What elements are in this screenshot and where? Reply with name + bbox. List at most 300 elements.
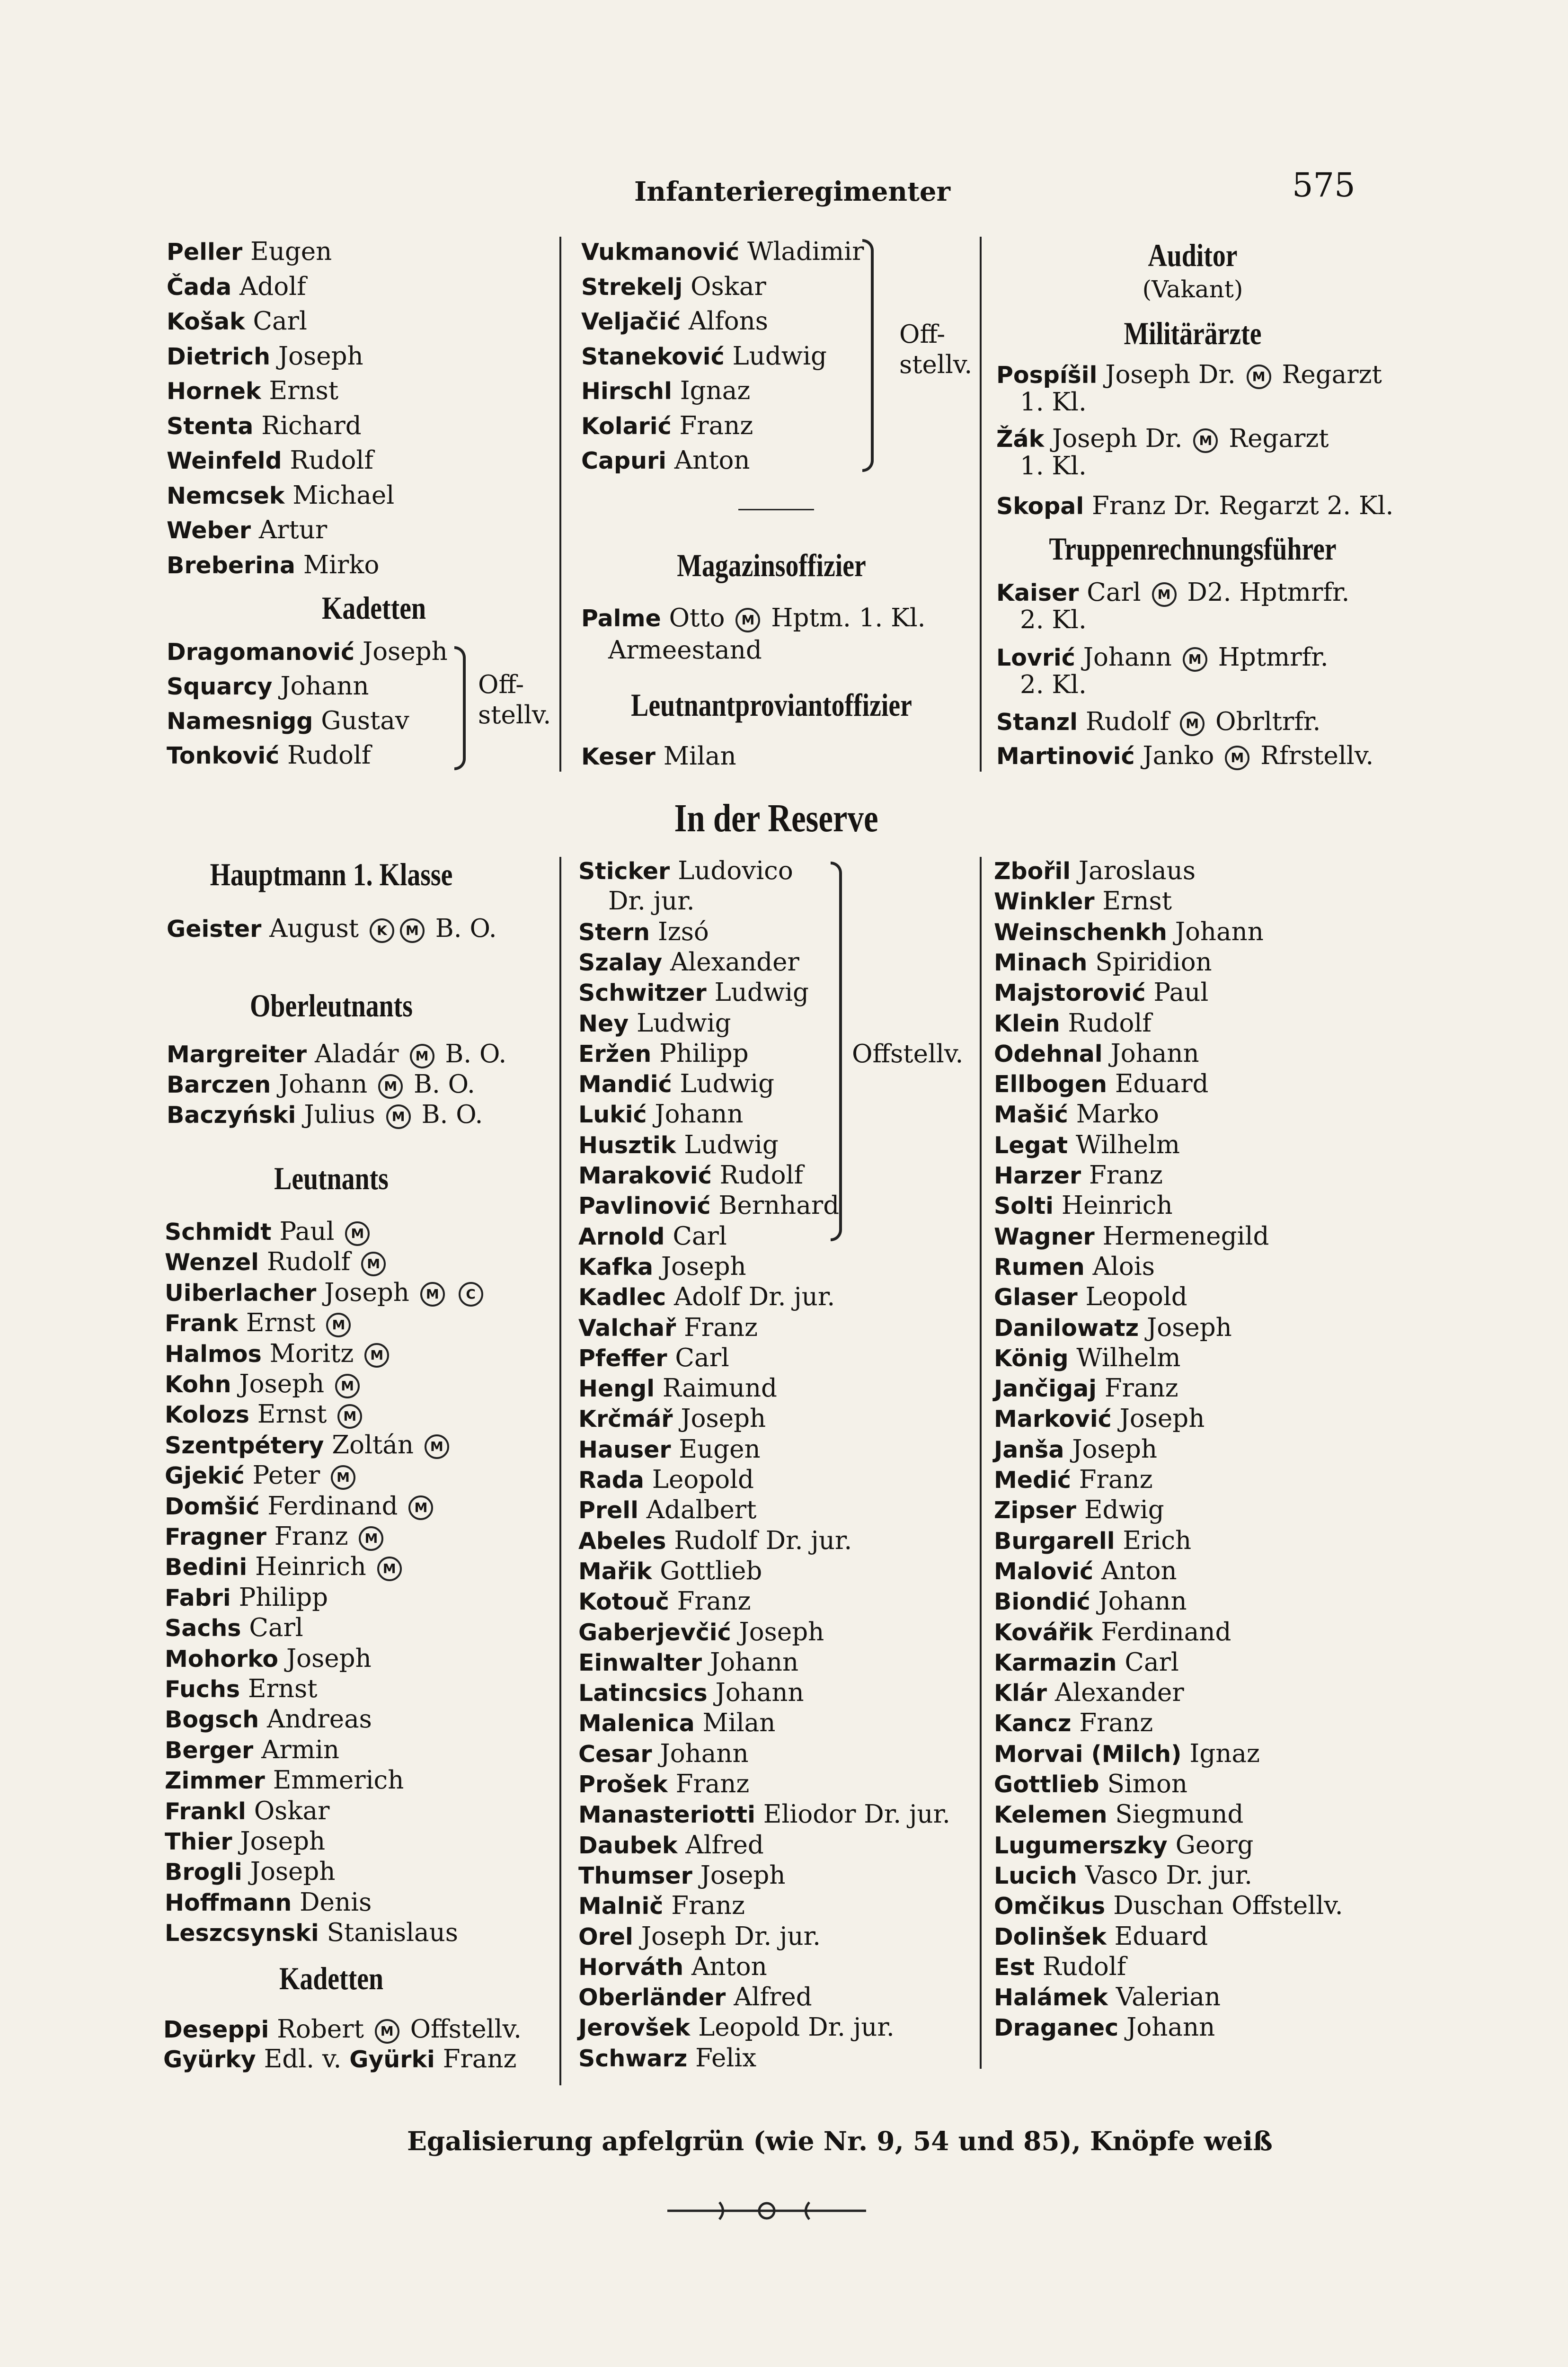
rank: Obrltrfr. [1215,707,1321,736]
name-entry [165,1399,365,1430]
name-entry [994,886,1172,917]
surname: Schwarz [578,2045,688,2072]
given-name: Johann [715,1678,804,1708]
given-name: Ernst [246,1308,316,1338]
surname: Wenzel [165,1249,259,1276]
name-entry [167,1069,475,1100]
given-name: Johann [709,1647,799,1677]
surname: Fuchs [165,1676,240,1703]
name-entry [578,1952,767,1983]
surname: Strekelj [581,273,683,301]
surname: Baczyński [167,1102,296,1129]
given-name: Wladimir [747,237,864,266]
given-name: Johann [1126,2013,1215,2042]
kad-line-1: Deseppi Robert M Offstellv. [163,2015,522,2044]
name-entry [994,1586,1187,1617]
brace [454,646,466,770]
section-title-leutnants: Leutnants [274,1160,389,1196]
given-name: Joseph [250,1857,336,1886]
surname: Berger [165,1736,254,1764]
given-name: Simon [1107,1770,1188,1798]
given-name: Carl [675,1343,729,1372]
given-name: Peter [252,1461,320,1490]
name-entry [165,1430,452,1461]
surname: Latincsics [578,1680,708,1707]
given-name: Ernst [248,1674,318,1703]
name-entry [165,1583,328,1613]
given-name: Oskar [254,1796,330,1825]
name-entry [996,642,1329,673]
name-entry [581,376,750,407]
given-name: Joseph [239,1370,325,1398]
name-entry [167,1100,483,1130]
surname: Bogsch [165,1706,259,1734]
given-name: Duschan Offstellv. [1113,1891,1343,1921]
name-entry [165,1704,372,1735]
surname: Medić [994,1467,1071,1494]
name-entry [165,1644,372,1674]
name-entry [578,1860,785,1891]
surname: Burgarell [994,1527,1115,1555]
surname: Jerovšek [578,2014,691,2042]
name-entry [578,1404,766,1434]
surname: Weinschenkh [994,918,1167,946]
given-name: Franz [679,411,753,440]
surname: Jančigaj [994,1375,1097,1403]
given-name: Spiridion [1095,947,1212,977]
name-entry [578,1373,777,1404]
given-name: Franz [274,1522,348,1551]
given-name: Julius [304,1100,375,1129]
surname: Majstorović [994,979,1146,1007]
name-entry [578,1647,798,1678]
surname: Gaberjevčić [578,1619,731,1646]
given-name: Heinrich [255,1552,366,1582]
name-entry [996,360,1382,391]
surname: Pospíšil [996,362,1098,389]
rank: B. O. [421,1100,483,1129]
name-entry [996,578,1349,608]
given-name: Eugen [679,1434,761,1464]
surname: Draganec [994,2014,1119,2042]
given-name: Ignaz [1189,1739,1260,1768]
name-entry [994,1373,1178,1404]
surname: Margreiter [167,1041,307,1068]
name-entry [994,1008,1152,1039]
c-badge-icon: C [459,1282,483,1307]
surname: Uiberlacher [165,1279,317,1307]
given-name: Leopold Dr. jur. [698,2013,895,2042]
given-name: Ferdinand [267,1491,398,1521]
given-name: Joseph [362,637,448,666]
name-entry [578,2012,895,2043]
name-entry [578,856,793,887]
name-entry [994,917,1264,948]
name-entry [994,1526,1191,1557]
column-divider [559,237,561,772]
surname: Dietrich [167,343,271,370]
name-entry [578,1191,839,1221]
given-name: Joseph [1119,1404,1205,1433]
given-name: Joseph [681,1404,766,1433]
name-entry [165,1552,405,1583]
name-entry [578,1830,764,1861]
name-entry [578,1130,779,1161]
rank: Rfrstellv. [1260,741,1374,770]
rank: B. O. [414,1070,475,1099]
surname: Pfeffer [578,1344,667,1372]
given-name: Ernst [1102,887,1172,916]
given-name: Stanislaus [327,1918,458,1948]
name-entry [165,1339,392,1370]
surname: Peller [167,239,243,266]
surname: Einwalter [578,1649,702,1676]
surname: Oberländer [578,1984,726,2011]
m-badge-icon: M [425,1434,449,1459]
surname: Manasteriotti [578,1801,755,1829]
name-entry [578,1891,745,1922]
name-entry [578,1221,727,1252]
name-entry [581,411,753,442]
name-entry [996,741,1373,772]
surname: Dolinšek [994,1923,1107,1950]
name-entry [994,1830,1253,1861]
surname: Prell [578,1497,638,1524]
name-entry [578,1160,803,1191]
surname: Rumen [994,1253,1085,1281]
divider [738,509,814,510]
name-entry [167,376,338,407]
given-name: Ludwig [732,341,827,371]
given-name: Mirko [303,550,380,579]
name-entry [578,1799,950,1830]
surname: Legat [994,1131,1068,1159]
brace-label: Off- stellv. [478,670,551,730]
name-entry [165,1369,363,1400]
given-name: Ludwig [680,1069,775,1099]
rank: Regarzt [1229,424,1329,453]
given-name: Johann [660,1739,749,1768]
name-entry [608,886,695,917]
name-entry [994,1799,1243,1830]
surname: Kolarić [581,412,672,440]
running-header: Infanterieregimenter [634,176,951,207]
surname: Orel [578,1923,633,1950]
given-name: Alois [1092,1252,1155,1281]
surname: Kancz [994,1710,1072,1737]
given-name: Johann [279,1070,368,1099]
rank: Hptmrfr. [1218,643,1329,672]
given-name: Joseph [739,1617,824,1646]
surname: Hirschl [581,378,672,405]
given-name: Ludwig [714,978,809,1007]
surname: Ellbogen [994,1071,1107,1098]
given-name: Aladár [314,1040,399,1068]
m-badge-icon: M [1193,428,1218,453]
name-entry [994,1039,1199,1069]
given-name: Joseph [286,1644,372,1673]
surname: Malović [994,1557,1094,1585]
surname: Gottlieb [994,1771,1099,1798]
name-entry [994,1860,1252,1891]
given-name: Joseph [1147,1313,1232,1342]
surname: Staneković [581,343,725,370]
name-entry [994,1282,1187,1313]
surname: Danilowatz [994,1314,1139,1342]
surname: Capuri [581,447,666,474]
rank: D2. Hptmrfr. [1187,578,1350,607]
given-name: Eduard [1115,1069,1209,1099]
given-name: Marko [1076,1100,1159,1129]
surname: Kolozs [165,1401,249,1429]
name-entry [578,1922,821,1952]
surname: Winkler [994,888,1095,916]
name-entry [167,341,363,372]
surname: Brogli [165,1859,242,1886]
given-name: Johann [655,1100,744,1129]
name-entry [581,237,864,267]
name-entry [994,1343,1181,1374]
name-entry [167,237,332,267]
surname: Hornek [167,378,261,405]
given-name: Michael [292,481,395,510]
surname: Kaiser [996,579,1079,606]
given-name: Joseph Dr. jur. [641,1922,821,1951]
name-entry [994,1160,1163,1191]
given-name: Hermenegild [1102,1221,1269,1251]
name-entry [167,481,394,511]
surname: Fragner [165,1523,266,1550]
name-entry [994,1465,1153,1495]
given-name: Adolf [239,272,306,301]
m-badge-icon: M [335,1374,360,1398]
given-name: Ludwig [684,1130,779,1159]
name-entry [165,1491,436,1522]
name-entry [165,1217,372,1247]
surname: Vukmanović [581,239,740,266]
name-entry [578,1617,824,1648]
name-entry [994,1404,1205,1434]
given-name: Ludovico [678,856,793,885]
given-name: Eliodor Dr. jur. [763,1800,950,1829]
m-badge-icon: M [1247,365,1271,389]
page-number: 575 [1292,166,1355,205]
name-entry [994,856,1196,887]
name-entry [994,1069,1208,1100]
given-name: Rudolf [287,741,371,770]
name-entry [996,424,1329,454]
section-title-proviant: Leutnantproviantoffizier [631,687,912,723]
name-entry [994,1647,1179,1678]
rank-continuation: 1. Kl. [1020,388,1087,417]
m-badge-icon: M [331,1465,355,1490]
name-entry [994,1922,1208,1952]
given-name: Valerian [1116,1983,1221,2012]
name-entry [165,1735,339,1766]
surname: Thumser [578,1862,692,1889]
name-entry [994,1617,1231,1648]
surname: Sticker [578,858,670,885]
given-name: Heinrich [1061,1191,1173,1220]
given-name: Carl [1087,578,1141,607]
surname: Lugumerszky [994,1832,1168,1859]
given-name: Rudolf [1042,1952,1126,1981]
surname: Arnold [578,1223,665,1250]
name-entry [167,550,379,581]
surname: Omčikus [994,1893,1106,1920]
kad-line-2: Gyürky Edl. v. Gyürki Franz [163,2045,517,2073]
surname: Stenta [167,412,254,440]
surname: Hoffmann [165,1889,292,1916]
surname: Thier [165,1828,232,1855]
name-entry [578,1465,754,1495]
given-name: Anton [691,1952,767,1981]
name-entry [996,491,1393,522]
surname: Glaser [994,1284,1078,1311]
given-name: Paul [279,1217,335,1246]
rank-continuation: 1. Kl. [1020,452,1087,481]
surname: Domšić [165,1493,260,1520]
surname: Karmazin [994,1649,1117,1676]
given-name: Alexander [1054,1678,1184,1708]
given-name: Milan [702,1709,776,1738]
name-entry [994,1708,1153,1739]
name-entry [578,1556,762,1587]
given-name: Joseph [278,341,363,371]
surname: Abeles [578,1527,666,1555]
surname: Est [994,1953,1035,1981]
surname: Stern [578,918,650,946]
m-badge-icon: M [361,1252,386,1276]
name-entry [578,1039,749,1069]
m-badge-icon: M [337,1404,362,1429]
m-badge-icon: M [378,1074,403,1099]
surname: Weinfeld [167,447,282,474]
name-entry [578,1495,756,1526]
name-entry [167,515,327,546]
surname: Prošek [578,1771,668,1798]
section-title-auditor: Auditor [1148,237,1238,273]
surname: Klár [994,1680,1047,1707]
name-entry [578,1586,751,1617]
m-badge-icon: M [410,1044,434,1068]
given-name: Eduard [1114,1922,1208,1951]
given-name: Rudolf [719,1161,804,1190]
brace-label: Offstellv. [852,1040,964,1068]
name-entry [165,1613,303,1644]
m-badge-icon: M [377,1557,402,1581]
surname: Sachs [165,1615,241,1642]
given-name: Bernhard [718,1191,840,1220]
auditor-vacant: (Vakant) [1142,276,1243,303]
name-entry [994,2012,1215,2043]
given-name: Dr. jur. [608,887,695,916]
surname: Dragomanović [167,639,355,666]
name-entry [165,1308,354,1339]
rank: B. O. [445,1040,507,1068]
m-badge-icon: M [408,1495,433,1520]
section-title-magazinsoffizier: Magazinsoffizier [677,547,866,583]
surname: Kohn [165,1371,231,1398]
k-badge-icon: K [370,918,394,943]
m-badge-icon: M [345,1221,370,1246]
given-name: Rudolf [1068,1008,1152,1038]
brace-label: Off- stellv. [899,320,973,379]
name-entry [578,917,709,948]
name-entry [167,411,362,442]
name-entry [165,1674,318,1705]
surname: Lovrić [996,644,1075,671]
given-name: Alfred [734,1983,812,2012]
given-name: Edwig [1084,1495,1164,1525]
given-name: Franz [1079,1465,1153,1494]
surname: Bedini [165,1554,248,1581]
hpt-line: Geister August K M B. O. [167,914,497,943]
given-name: Wilhelm [1075,1130,1180,1159]
given-name: Franz Dr. Regarzt 2. Kl. [1092,491,1394,520]
name-entry [578,1099,744,1130]
surname: Kafka [578,1253,654,1281]
section-title-kadetten-reserve: Kadetten [279,1960,383,1996]
name-entry [165,1918,458,1949]
surname: Schmidt [165,1219,272,1246]
given-name: Ferdinand [1101,1617,1231,1646]
name-entry [994,1769,1187,1800]
surname: Klein [994,1010,1060,1037]
brace [862,239,874,472]
name-entry [578,1343,729,1374]
name-entry [165,1278,486,1308]
surname: Košak [167,308,245,335]
given-name: Rudolf [290,446,373,475]
given-name: Ignaz [680,376,751,405]
surname: Lukić [578,1101,647,1129]
given-name: Carl [253,307,307,336]
surname: Breberina [167,552,295,579]
rank-continuation: 2. Kl. [1020,605,1087,634]
surname: Schwitzer [578,979,707,1007]
surname: Kadlec [578,1284,666,1311]
footer-note: Egalisierung apfelgrün (wie Nr. 9, 54 und 85), Knöpfe weiß [407,2126,1273,2156]
given-name: Anton [1101,1556,1177,1585]
given-name: Joseph Dr. [1105,360,1236,389]
name-entry [578,1739,749,1770]
surname: Weber [167,517,251,544]
surname: Halmos [165,1340,262,1368]
name-entry [578,1526,852,1557]
given-name: Janko [1143,741,1214,770]
given-name: Joseph [1072,1434,1158,1464]
surname: Wagner [994,1223,1095,1250]
name-entry [167,306,307,337]
given-name: Joseph [324,1278,409,1307]
given-name: Emmerich [273,1766,404,1795]
given-name: Gottlieb [660,1556,762,1585]
section-title-reserve: In der Reserve [674,796,878,840]
surname: Biondić [994,1588,1090,1616]
surname: Kovářik [994,1619,1093,1646]
surname: Tonković [167,742,280,769]
surname: Fabri [165,1584,231,1611]
surname: Mandić [578,1071,672,1098]
surname: Mařik [578,1557,652,1585]
surname: Hengl [578,1375,655,1403]
name-entry [167,706,409,737]
surname: Szentpétery [165,1432,324,1459]
ornament-icon [667,2197,866,2225]
m-badge-icon: M [359,1526,383,1551]
given-name: Carl [1125,1647,1179,1677]
